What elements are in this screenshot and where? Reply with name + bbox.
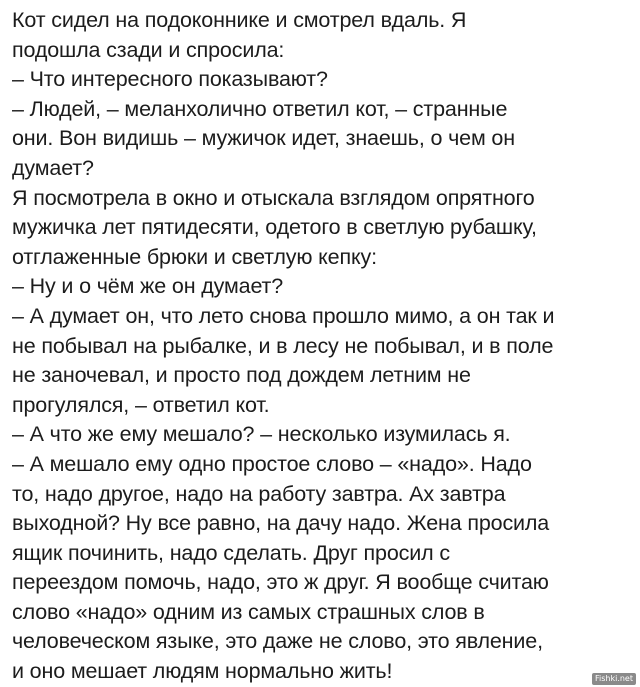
text-line: – Ну и о чём же он думает? bbox=[12, 274, 284, 299]
text-line: выходной? Ну все равно, на дачу надо. Жена просила bbox=[12, 511, 550, 536]
story-text bbox=[12, 6, 636, 687]
text-line: слово «надо» одним из самых страшных слов в bbox=[12, 599, 485, 624]
text-line: – Что интересного показывают? bbox=[12, 67, 328, 92]
text-line: – А что же ему мешало? – несколько изумилась я. bbox=[12, 422, 511, 447]
text-line: – А мешало ему одно простое слово – «надо». Надо bbox=[12, 451, 532, 476]
text-line: не побывал на рыбалке, и в лесу не побывал, и в поле bbox=[12, 333, 554, 358]
text-line: отглаженные брюки и светлую кепку: bbox=[12, 244, 377, 269]
text-line: – А думает он, что лето снова прошло мимо, а он так и bbox=[12, 303, 555, 328]
text-line: переездом помочь, надо, это ж друг. Я вообще считаю bbox=[12, 570, 549, 595]
text-line: не заночевал, и просто под дождем летним не bbox=[12, 363, 471, 388]
text-line: мужичка лет пятидесяти, одетого в светлую рубашку, bbox=[12, 215, 537, 240]
text-line: ящик починить, надо сделать. Друг просил с bbox=[12, 540, 450, 565]
text-line: Кот сидел на подоконнике и смотрел вдаль. Я bbox=[12, 8, 467, 32]
text-line: думает? bbox=[12, 155, 94, 180]
site-watermark: Fishki.net bbox=[592, 673, 636, 685]
text-line: они. Вон видишь – мужичок идет, знаешь, о чем он bbox=[12, 126, 515, 151]
text-line: прогулялся, – ответил кот. bbox=[12, 392, 270, 417]
text-line: то, надо другое, надо на работу завтра. Ах завтра bbox=[12, 481, 506, 506]
text-line: человеческом языке, это даже не слово, это явление, bbox=[12, 629, 543, 654]
text-line: и оно мешает людям нормально жить! bbox=[12, 659, 393, 684]
text-line: – Людей, – меланхолично ответил кот, – странные bbox=[12, 96, 508, 121]
text-line: подошла сзади и спросила: bbox=[12, 37, 285, 62]
text-line: Я посмотрела в окно и отыскала взглядом опрятного bbox=[12, 185, 535, 210]
